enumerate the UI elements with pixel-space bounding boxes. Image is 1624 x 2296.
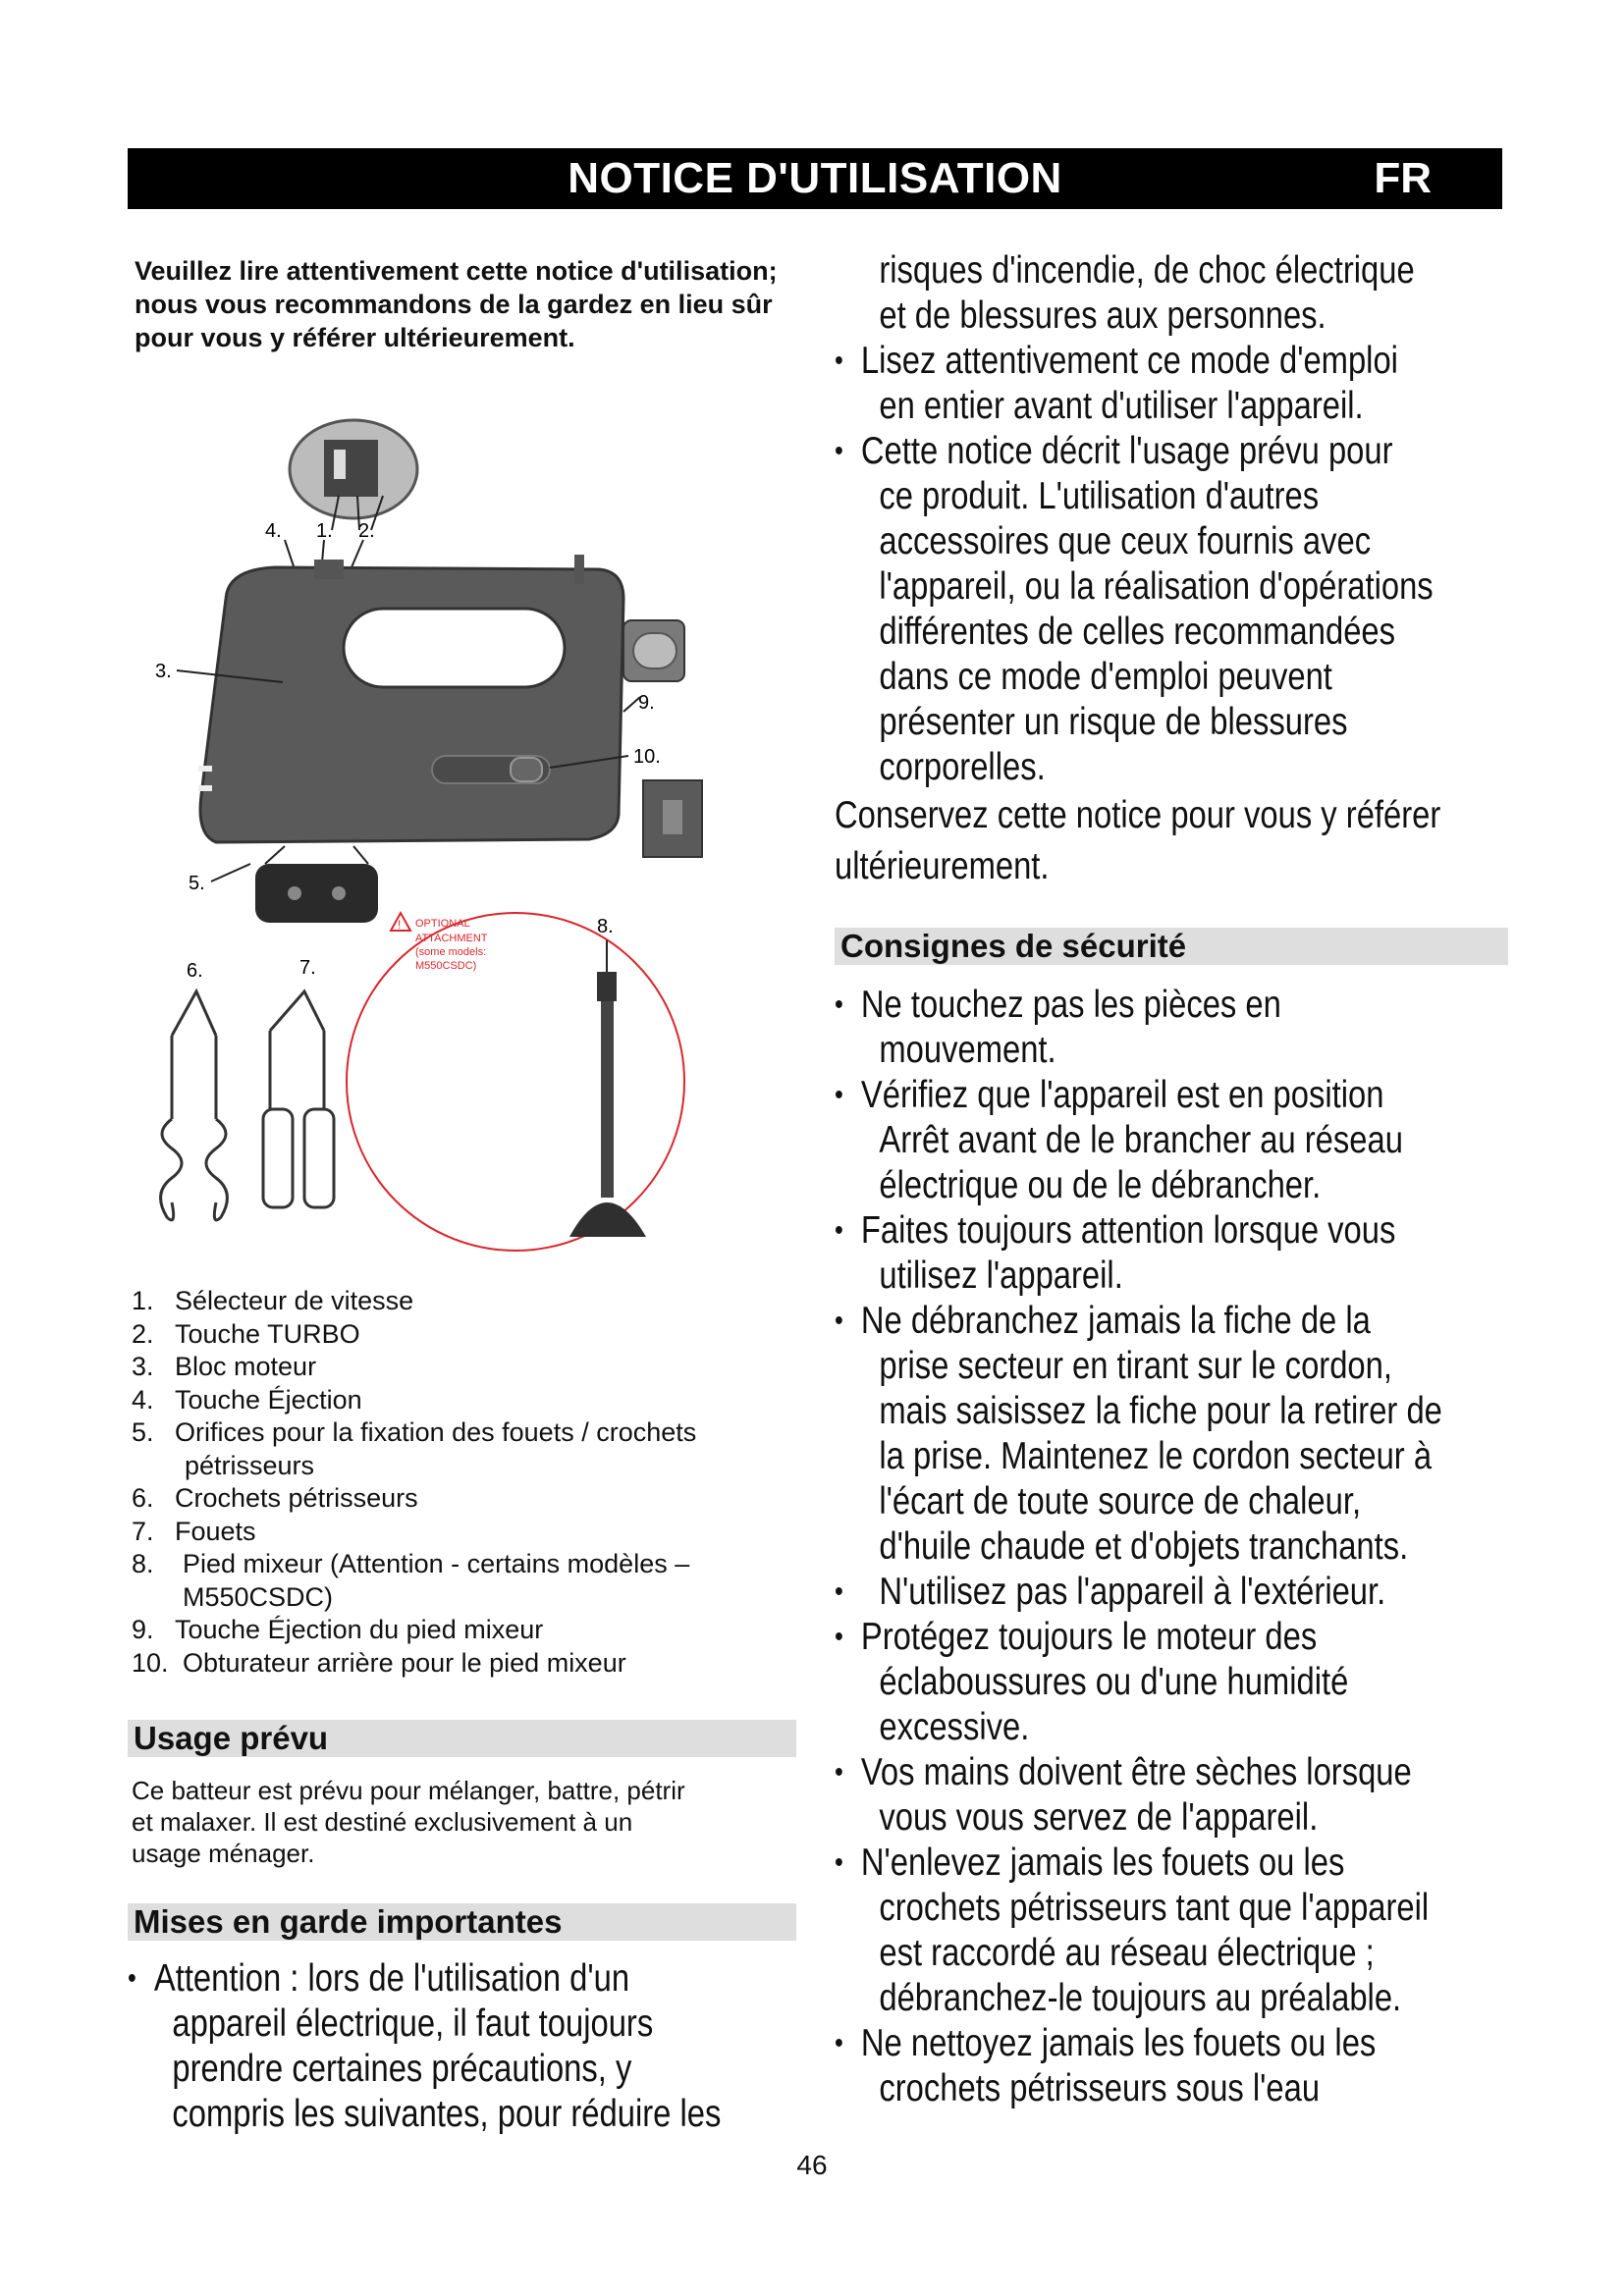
- warnings-heading: Mises en garde importantes: [128, 1903, 796, 1941]
- list-item: 8. Pied mixeur (Attention - certains modèles –: [132, 1549, 690, 1578]
- list-item: • N'enlevez jamais les fouets ou les crochets pétrisseurs tant que l'appareil est raccordé au réseau électrique ; débranchez-le toujours au préalable.: [835, 1842, 1430, 2019]
- socket-block: [255, 864, 378, 923]
- list-item: 10. Obturateur arrière pour le pied mixeur: [132, 1647, 626, 1678]
- hand-mixer-illustration: [137, 402, 785, 1286]
- product-figure: [137, 402, 785, 1286]
- list-item: • Vérifiez que l'appareil est en position Arrêt avant de le brancher au réseau électrique ou de le débrancher.: [835, 1074, 1403, 1206]
- list-item: • Protégez toujours le moteur des éclaboussures ou d'une humidité excessive.: [835, 1616, 1349, 1748]
- header-bar: [128, 148, 1502, 209]
- callout-2: 2.: [358, 520, 375, 542]
- intro-paragraph: Veuillez lire attentivement cette notice d'utilisation; nous vous recommandons de la gardez en lieu sûr pour vous y référer ultérieurement.: [135, 256, 778, 352]
- callout-6: 6.: [187, 960, 203, 982]
- list-item: • Faites toujours attention lorsque vous utilisez l'appareil.: [835, 1209, 1396, 1297]
- safety-heading: Consignes de sécurité: [835, 928, 1508, 965]
- usage-heading: Usage prévu: [128, 1720, 796, 1757]
- list-item: 6. Crochets pétrisseurs: [132, 1483, 418, 1513]
- warnings-left-text: [128, 1956, 787, 2137]
- list-item: • N'utilisez pas l'appareil à l'extérieur.: [835, 1571, 1386, 1613]
- closing-paragraph: Conservez cette notice pour vous y référer ultérieurement.: [835, 794, 1441, 887]
- callout-10: 10.: [633, 746, 661, 768]
- callout-5: 5.: [189, 873, 205, 894]
- optional-note-1: OPTIONAL: [415, 918, 470, 930]
- blender-stick: [569, 972, 646, 1237]
- dough-hooks: [161, 991, 228, 1220]
- list-item-continuation: pétrisseurs: [185, 1450, 315, 1480]
- list-item: • Ne nettoyez jamais les fouets ou les crochets pétrisseurs sous l'eau: [835, 2022, 1377, 2109]
- optional-note-2: ATTACHMENT: [415, 933, 488, 944]
- callout-7: 7.: [299, 957, 316, 979]
- parts-list: [132, 1285, 799, 1680]
- list-item: • Attention : lors de l'utilisation d'un appareil électrique, il faut toujours prendre certaines précautions, y compris les suivantes, pour réduire les: [128, 1957, 722, 2135]
- list-item: • Cette notice décrit l'usage prévu pour ce produit. L'utilisation d'autres accessoires que ceux fournis avec l'appareil, ou la réalisation d'opérations différentes de celles recommandées dans ce mode d'emploi peuvent présenter un risque de blessures corporelles.: [835, 430, 1434, 788]
- warning-icon: [391, 913, 410, 932]
- callout-1: 1.: [316, 520, 333, 542]
- list-item-continuation: M550CSDC): [183, 1581, 334, 1612]
- svg-text:!: !: [398, 918, 402, 932]
- list-item: 2. Touche TURBO: [132, 1318, 360, 1349]
- callout-9: 9.: [638, 692, 655, 714]
- list-item: 1. Sélecteur de vitesse: [132, 1286, 414, 1315]
- page-number: 46: [796, 2150, 828, 2180]
- list-item: 3. Bloc moteur: [132, 1352, 317, 1381]
- list-item: 4. Touche Éjection: [132, 1384, 362, 1415]
- list-item: • Ne débranchez jamais la fiche de la prise secteur en tirant sur le cordon, mais saisissez la fiche pour la retirer de la prise. Maintenez le cordon secteur à l'écart de toute source de chaleur, d'huile chaude et d'objets tranchants.: [835, 1300, 1442, 1568]
- list-item: 9. Touche Éjection du pied mixeur: [132, 1615, 544, 1644]
- safety-list: [835, 983, 1511, 2111]
- optional-note-4: M550CSDC): [415, 960, 477, 972]
- usage-text: Ce batteur est prévu pour mélanger, battre, pétrir et malaxer. Il est destiné exclusivement à un usage ménager.: [132, 1776, 685, 1868]
- list-item: • Ne touchez pas les pièces en mouvement.: [835, 984, 1281, 1071]
- list-item: 5. Orifices pour la fixation des fouets / crochets: [132, 1417, 697, 1447]
- list-item: • Vos mains doivent être sèches lorsque vous vous servez de l'appareil.: [835, 1751, 1412, 1839]
- callout-4: 4.: [265, 520, 282, 542]
- language-code: FR: [1374, 154, 1432, 202]
- list-item: 7. Fouets: [132, 1516, 256, 1546]
- optional-attachment-circle: [347, 913, 684, 1251]
- whisks: [263, 991, 334, 1207]
- optional-note-3: (some models:: [415, 946, 487, 958]
- page-title: NOTICE D'UTILISATION: [568, 154, 1062, 202]
- callout-3: 3.: [155, 661, 172, 682]
- warnings-right-text: risques d'incendie, de choc électrique et de blessures aux personnes. • Lisez attentivement ce mode d'emploi en entier avant d'utiliser l'appareil. • Cette notice décrit l'usage prévu pour ce produit. L'utilisation d'autres accessoires que ceux fournis avec l'appareil, ou la réalisation d'opérations différentes de celles recommandées dans ce mode d'emploi peuvent présenter un risque de blessures corporelles. Conservez cette notice pour vous y référer ultérieurement.: [835, 248, 1511, 892]
- callout-8: 8.: [597, 916, 614, 937]
- list-item: • Lisez attentivement ce mode d'emploi en entier avant d'utiliser l'appareil.: [835, 340, 1398, 427]
